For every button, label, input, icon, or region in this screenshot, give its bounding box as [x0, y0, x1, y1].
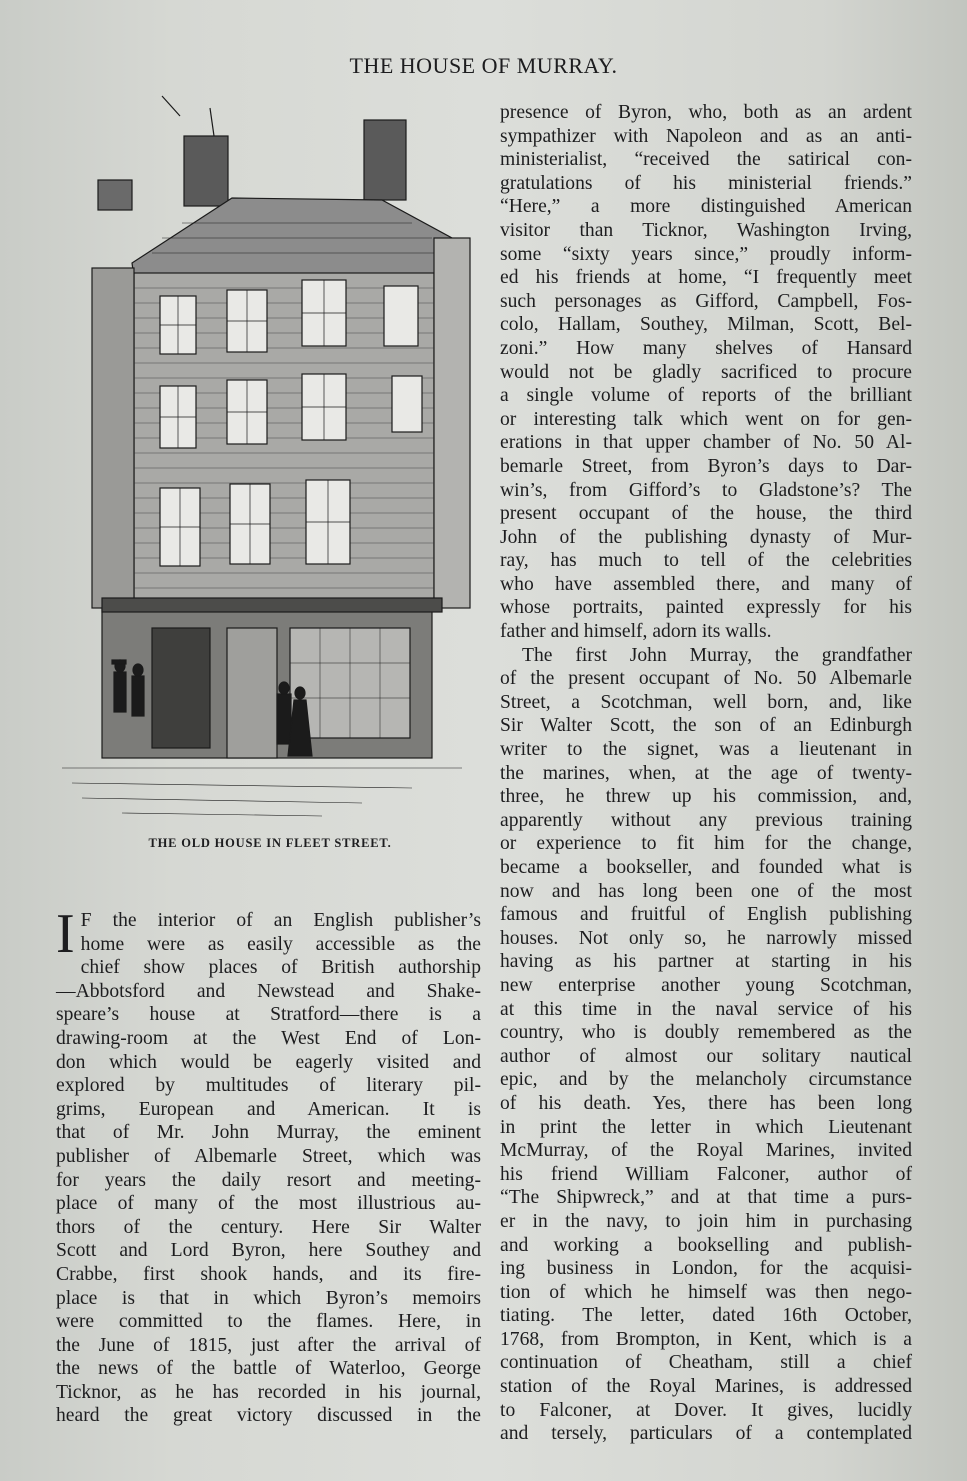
- text-line: whose portraits, painted expressly for his: [500, 597, 912, 619]
- text-line: explored by multitudes of literary pil-: [56, 1075, 481, 1097]
- text-line: author of almost our solitary nautical: [500, 1045, 912, 1067]
- text-line: at this time in the naval service of his: [500, 998, 912, 1020]
- text-line: and working a bookselling and publish-: [500, 1234, 912, 1256]
- text-line: such personages as Gifford, Campbell, Fos-: [500, 290, 912, 312]
- text-line: ing business in London, for the acquisi-: [500, 1258, 912, 1280]
- text-line: colo, Hallam, Southey, Milman, Scott, Bel-: [500, 314, 912, 336]
- text-line: a single volume of reports of the brilliant: [500, 385, 912, 407]
- text-line: tion of which he himself was then nego-: [500, 1281, 912, 1303]
- text-line: chief show places of British authorship: [80, 957, 481, 979]
- text-line: country, who is doubly remembered as the: [500, 1022, 912, 1044]
- running-head: THE HOUSE OF MURRAY.: [349, 53, 618, 78]
- text-line: apparently without any previous training: [500, 809, 912, 831]
- text-line: for years the daily resort and meeting-: [56, 1169, 481, 1191]
- text-line: were committed to the flames. Here, in: [56, 1311, 481, 1333]
- text-line: 1768, from Brompton, in Kent, which is a: [500, 1328, 912, 1350]
- text-line: became a bookseller, and founded what is: [500, 857, 912, 878]
- text-line: his friend William Falconer, author of: [500, 1163, 912, 1185]
- text-line: who have assembled there, and many of: [500, 573, 912, 595]
- text-line: famous and fruitful of English publishing: [500, 904, 912, 926]
- text-line: continuation of Cheatham, still a chief: [500, 1352, 912, 1374]
- text-line: Crabbe, first shook hands, and its fire-: [56, 1263, 481, 1285]
- text-line: having as his partner at starting in his: [500, 951, 912, 973]
- text-line: and tersely, particulars of a contemplated: [500, 1423, 912, 1445]
- text-line: heard the great victory discussed in the: [56, 1405, 481, 1427]
- text-line: thors of the century. Here Sir Walter: [56, 1216, 481, 1238]
- text-line: sympathizer with Napoleon and as an anti-: [500, 125, 912, 147]
- text-line: father and himself, adorn its walls.: [500, 621, 772, 643]
- text-line: of the present occupant of No. 50 Albemarle: [500, 668, 912, 690]
- text-line: to Falconer, at Dover. It gives, lucidly: [500, 1399, 912, 1421]
- text-line: Street, a Scotchman, well born, and, like: [500, 691, 912, 713]
- text-line: home were as easily accessible as the: [80, 933, 481, 955]
- text-line: of his death. Yes, there has been long: [500, 1092, 912, 1114]
- text-line: present occupant of the house, the third: [500, 503, 912, 525]
- text-line: Ticknor, as he has recorded in his journal,: [56, 1381, 481, 1403]
- text-line: erations in that upper chamber of No. 50 Al-: [500, 432, 912, 454]
- text-line: now and has long been one of the most: [500, 880, 912, 902]
- text-line: ed his friends at home, “I frequently meet: [500, 267, 912, 289]
- text-line: houses. Not only so, he narrowly missed: [500, 927, 912, 949]
- text-line: don which would be eagerly visited and: [56, 1051, 481, 1073]
- text-line: three, he threw up his commission, and,: [500, 786, 912, 808]
- text-line: or interesting talk which went on for gen-: [500, 408, 912, 430]
- text-line: John of the publishing dynasty of Mur-: [500, 526, 912, 548]
- text-line: the June of 1815, just after the arrival of: [56, 1334, 481, 1356]
- text-line: visitor than Ticknor, Washington Irving,: [500, 219, 912, 241]
- text-line: that of Mr. John Murray, the eminent: [56, 1122, 481, 1144]
- text-line: bemarle Street, from Byron’s days to Dar-: [500, 455, 912, 477]
- text-line: F the interior of an English publisher’s: [80, 910, 481, 931]
- text-line: new enterprise another young Scotchman,: [500, 974, 912, 996]
- text-line: would not be gladly sacrificed to procure: [500, 361, 912, 383]
- text-line: zoni.” How many shelves of Hansard: [500, 337, 912, 359]
- drop-cap: I: [56, 903, 75, 965]
- text-line: place is that in which Byron’s memoirs: [56, 1287, 481, 1309]
- text-line: speare’s house at Stratford—there is a: [56, 1004, 481, 1026]
- text-line: the marines, when, at the age of twenty-: [500, 762, 912, 784]
- text-line: ray, has much to tell of the celebrities: [500, 550, 912, 572]
- text-line: The first John Murray, the grandfather: [522, 644, 912, 666]
- text-line: gratulations of his ministerial friends.”: [500, 172, 912, 194]
- text-line: “The Shipwreck,” and at that time a purs-: [500, 1187, 912, 1209]
- figure-caption: THE OLD HOUSE IN FLEET STREET.: [148, 836, 392, 850]
- text-line: win’s, from Gifford’s to Gladstone’s? The: [500, 479, 912, 501]
- text-line: tiating. The letter, dated 16th October,: [500, 1305, 912, 1327]
- text-line: station of the Royal Marines, is addressed: [500, 1376, 912, 1398]
- text-line: place of many of the most illustrious au-: [56, 1193, 481, 1215]
- text-line: presence of Byron, who, both as an ardent: [500, 102, 912, 123]
- text-line: McMurray, of the Royal Marines, invited: [500, 1140, 912, 1162]
- text-line: or experience to fit him for the change,: [500, 833, 912, 855]
- text-line: some “sixty years since,” proudly inform-: [500, 243, 912, 265]
- right-column-text: [500, 101, 912, 1446]
- text-line: “Here,” a more distinguished American: [500, 196, 912, 218]
- left-column-text: [56, 903, 481, 1428]
- text-line: the news of the battle of Waterloo, George: [56, 1358, 481, 1380]
- text-line: er in the navy, to join him in purchasing: [500, 1210, 912, 1232]
- text-line: publisher of Albemarle Street, which was: [56, 1145, 481, 1167]
- text-line: —Abbotsford and Newstead and Shake-: [56, 980, 481, 1002]
- text-line: writer to the signet, was a lieutenant in: [500, 739, 912, 761]
- engraving-old-house-fleet-street: [62, 88, 472, 833]
- text-line: ministerialist, “received the satirical con-: [500, 149, 912, 171]
- text-line: in print the letter in which Lieutenant: [500, 1116, 912, 1138]
- text-line: drawing-room at the West End of Lon-: [56, 1027, 481, 1049]
- text-line: Sir Walter Scott, the son of an Edinburgh: [500, 715, 912, 737]
- text-line: Scott and Lord Byron, here Southey and: [56, 1240, 481, 1262]
- text-line: grims, European and American. It is: [56, 1098, 481, 1120]
- text-line: epic, and by the melancholy circumstance: [500, 1069, 912, 1091]
